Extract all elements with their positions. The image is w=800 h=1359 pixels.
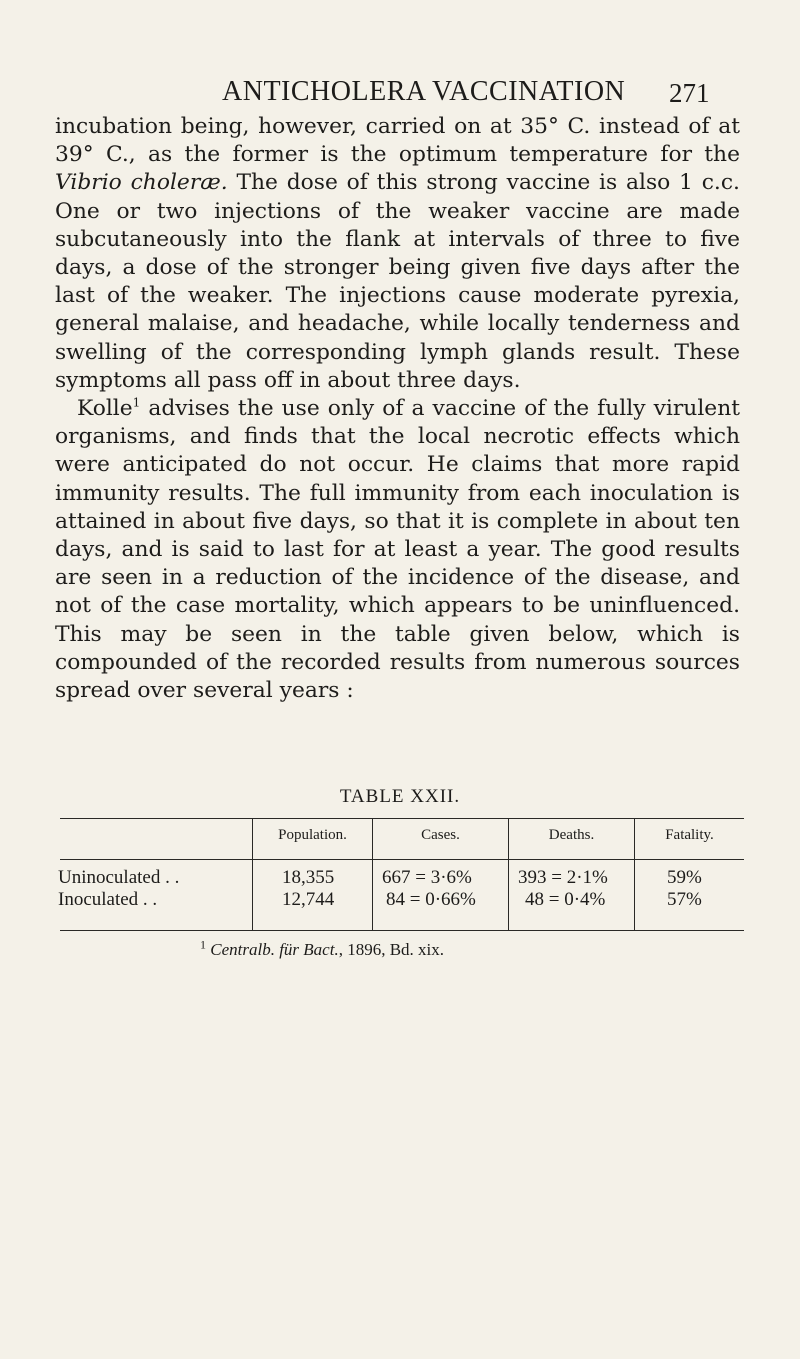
table-header-population: Population. <box>278 827 347 843</box>
table-header-cases: Cases. <box>421 827 460 843</box>
paragraph-1-italic: Vibrio choleræ. <box>55 170 228 196</box>
table-row-label: Inoculated . . <box>58 889 158 910</box>
table-bottom-rule <box>60 930 744 931</box>
paragraph-1-text-b: The dose of this strong vaccine is also 1 c.c. One or two injections of the weaker vaccine are made subcutaneously into the flank at intervals of three to five days, a dose of the stronger being given five days after the last of the weaker. The injections cause moderate pyrexia, general malaise, and headache, while locally tenderness and swelling of the corresponding lymph glands result. These symptoms all pass off in about three days. <box>55 170 740 393</box>
table-cell-cases: 84 = 0·66% <box>386 889 476 910</box>
table-cell-fatality: 57% <box>667 889 702 910</box>
table-title: TABLE XXII. <box>339 786 461 807</box>
paragraph-2 <box>55 395 740 705</box>
footnote <box>200 937 445 960</box>
page-number: 271 <box>669 78 710 108</box>
paragraph-1 <box>55 113 740 395</box>
footnote-mark: 1 <box>200 937 206 952</box>
table-cell-deaths: 48 = 0·4% <box>525 889 606 910</box>
footnote-text: , 1896, Bd. xix. <box>338 940 445 959</box>
paragraph-2-text: advises the use only of a vaccine of the fully virulent organisms, and finds that the local necrotic effects which were anticipated do not occur. He claims that more rapid immunity results. The full immunity from each inoculation is attained in about five days, so that it is complete in about ten days, and is said to last for at least a year. The good results are seen in a reduction of the incidence of the disease, and not of the case mortality, which appears to be uninfluenced. This may be seen in the table given below, which is compounded of the recorded results from numerous sources spread over several years : <box>55 396 740 704</box>
body-text <box>55 113 740 705</box>
table-header-rule <box>60 859 744 860</box>
paragraph-2-name: Kolle <box>77 396 133 422</box>
table-header-deaths: Deaths. <box>548 827 595 843</box>
footnote-reference: 1 <box>132 395 141 410</box>
table-row-label: Uninoculated . . <box>58 867 180 888</box>
footnote-source: Centralb. für Bact. <box>210 940 339 959</box>
paragraph-1-text-a: incubation being, however, carried on at 35° C. instead of at 39° C., as the former is the optimum temperature for the <box>55 114 740 168</box>
table-cell-population: 18,355 <box>282 867 335 888</box>
table-header-fatality: Fatality. <box>665 827 714 843</box>
table-cell-fatality: 59% <box>667 867 702 888</box>
page-header <box>0 70 800 110</box>
table-cell-cases: 667 = 3·6% <box>382 867 472 888</box>
running-title: ANTICHOLERA VACCINATION <box>222 76 626 107</box>
table-cell-deaths: 393 = 2·1% <box>518 867 608 888</box>
table-cell-population: 12,744 <box>282 889 335 910</box>
table-top-rule <box>60 818 744 819</box>
